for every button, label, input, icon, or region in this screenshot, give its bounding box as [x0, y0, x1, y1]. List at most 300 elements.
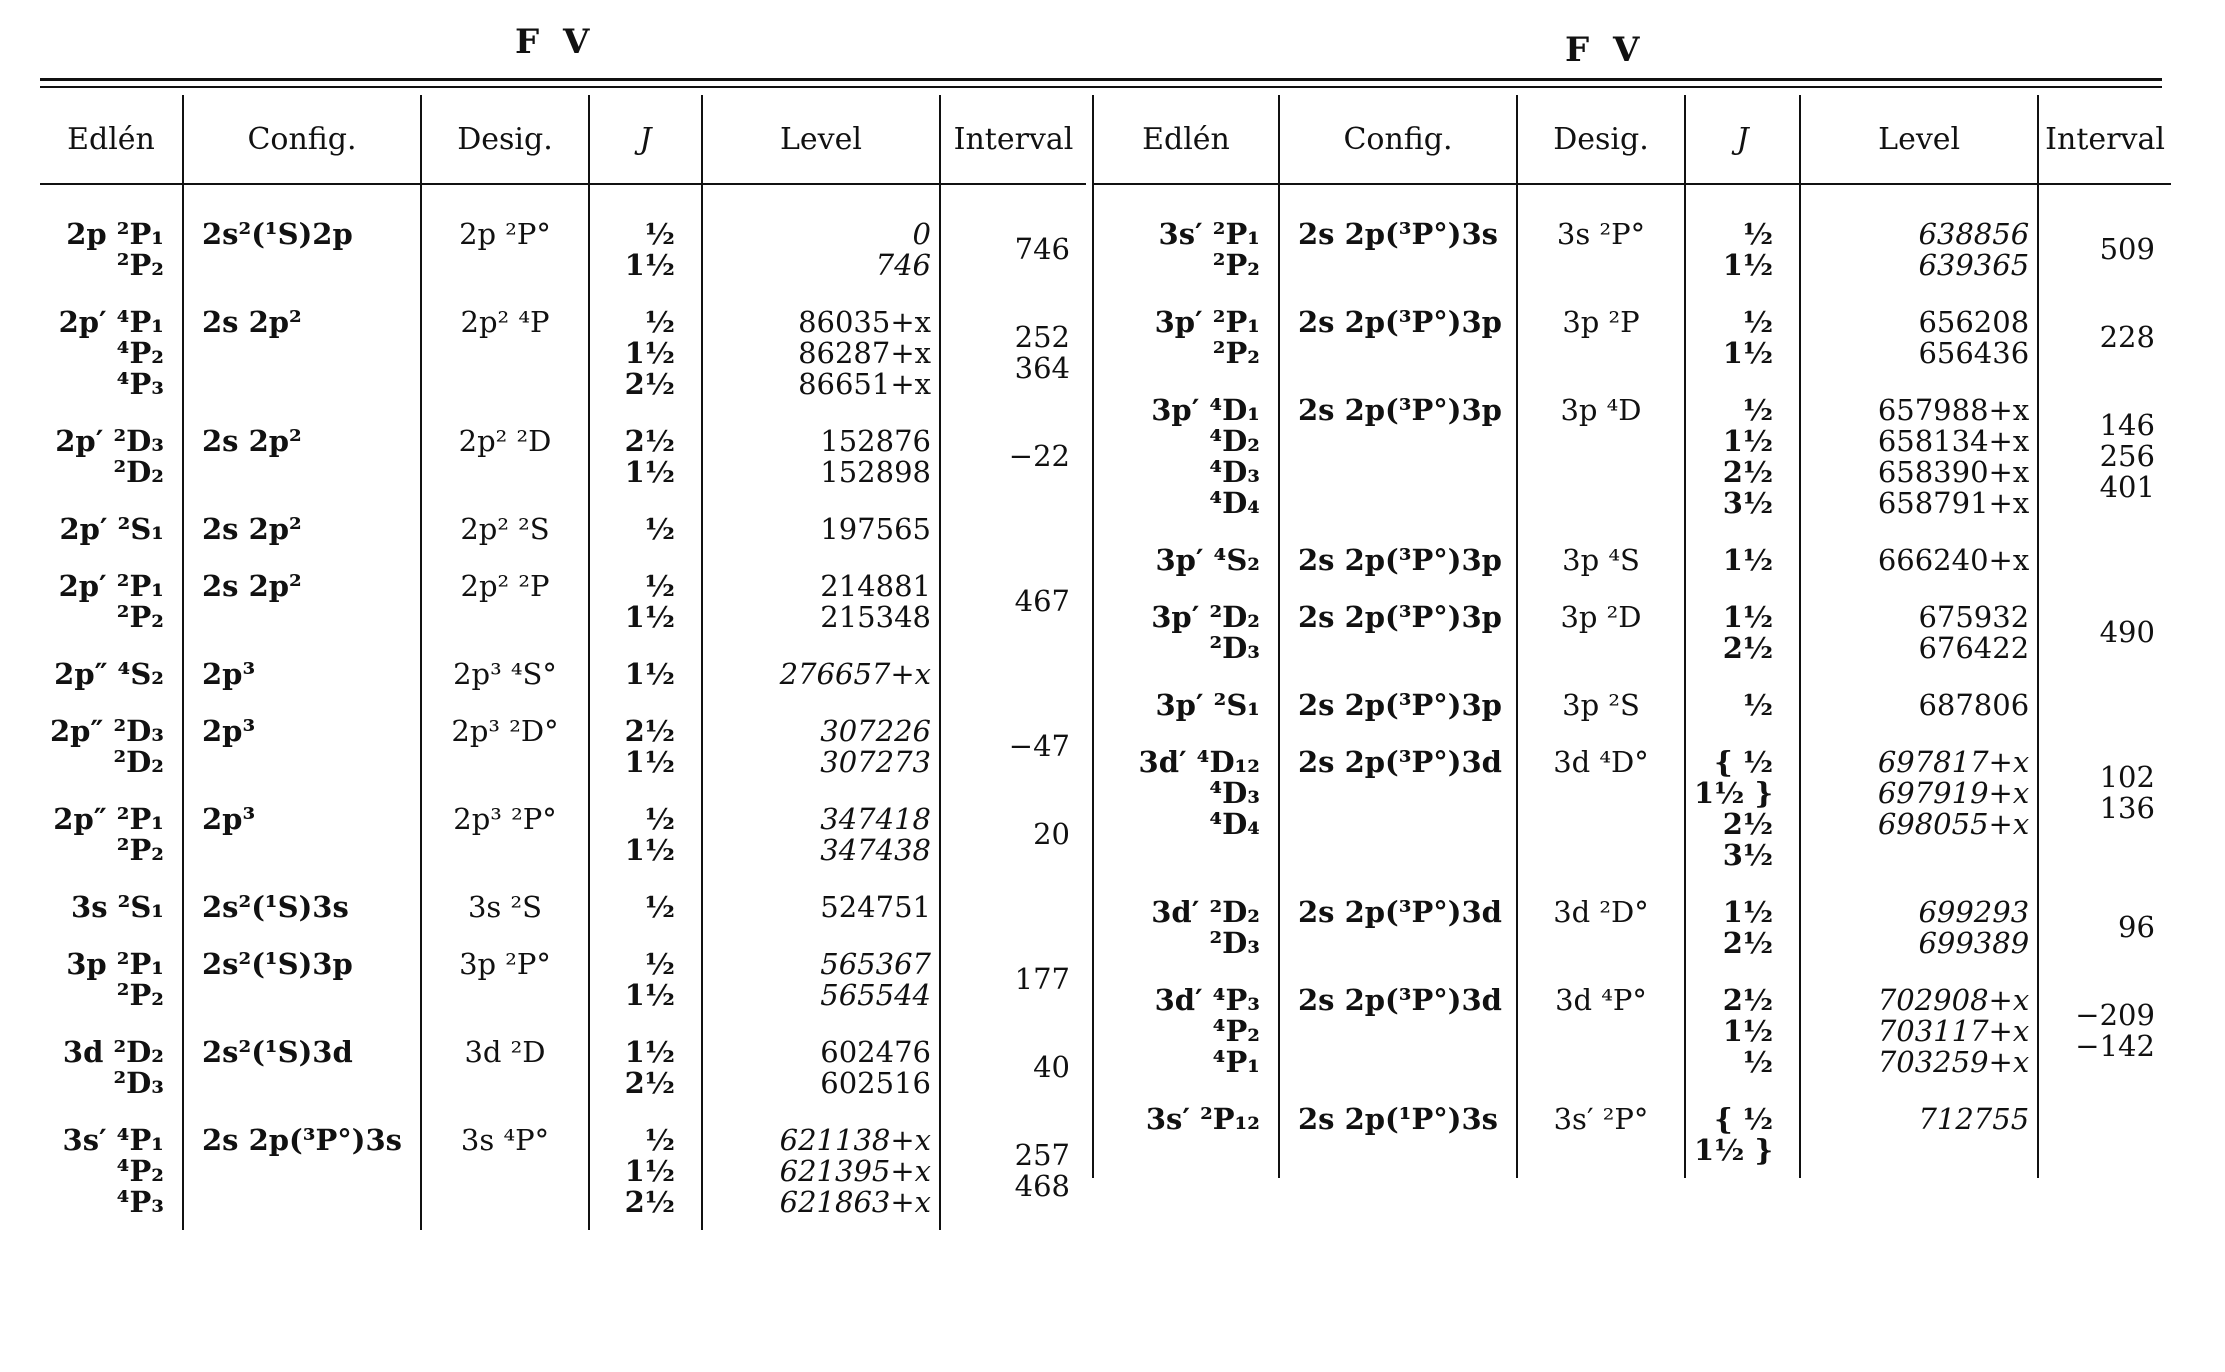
config-cell: [1279, 293, 1517, 381]
edlen-cell: [40, 500, 183, 557]
top-rule-inner: [40, 86, 2162, 88]
interval-cell: [2038, 184, 2171, 293]
edlen-cell: [40, 184, 183, 293]
config-cell: [1279, 531, 1517, 588]
j-cell: [1685, 733, 1800, 883]
level-cell: [1800, 293, 2038, 381]
left-levels-table: [40, 95, 1086, 1230]
level-row: [40, 790, 1086, 878]
desig-text: 2p² ⁴P: [460, 305, 550, 339]
edlen-term: ⁴P₂: [1212, 1014, 1260, 1048]
config-text: 2p³: [202, 802, 256, 836]
left-table-panel: [40, 95, 1086, 1230]
interval-cell: [940, 293, 1086, 412]
level-cell: [702, 702, 940, 790]
desig-text: 3p ²P°: [459, 947, 551, 981]
right-levels-table: [1092, 95, 2171, 1178]
interval-value: 177: [1014, 962, 1070, 996]
j-value: 3½: [1722, 838, 1774, 872]
j-cell: [1685, 531, 1800, 588]
j-value: 2½: [1722, 631, 1774, 665]
level-row: [1093, 588, 2171, 676]
level-value: 602516: [820, 1066, 931, 1100]
interval-cell: [940, 412, 1086, 500]
level-value: 656436: [1918, 336, 2030, 370]
desig-text: 3d ⁴D°: [1553, 745, 1649, 779]
edlen-cell: [40, 702, 183, 790]
level-value: 675932: [1918, 600, 2030, 634]
j-value: ½: [644, 569, 675, 603]
config-text: 2s 2p(³P°)3p: [1298, 688, 1502, 722]
edlen-cell: [1093, 971, 1279, 1090]
config-cell: [183, 293, 421, 412]
config-text: 2s 2p(³P°)3p: [1298, 305, 1502, 339]
interval-value: 40: [1033, 1050, 1070, 1084]
interval-cell: [2038, 971, 2171, 1090]
level-row: [40, 878, 1086, 935]
edlen-term: ²D₃: [1209, 631, 1260, 665]
interval-value: 509: [2099, 232, 2155, 266]
desig-cell: [421, 935, 589, 1023]
level-cell: [1800, 1090, 2038, 1178]
j-value: 1½: [1722, 1014, 1774, 1048]
j-cell: [1685, 971, 1800, 1090]
edlen-term: ⁴P₁: [1212, 1045, 1260, 1079]
level-cell: [1800, 676, 2038, 733]
top-rule: [40, 78, 2162, 81]
desig-cell: [1517, 381, 1685, 531]
level-cell: [702, 1111, 940, 1230]
desig-text: 3p ²D: [1560, 600, 1642, 634]
edlen-cell: [1093, 531, 1279, 588]
desig-text: 3p ⁴S: [1562, 543, 1640, 577]
edlen-term: 3p′ ²D₂: [1151, 600, 1260, 634]
j-value: 1½: [1722, 543, 1774, 577]
config-text: 2s²(¹S)3s: [202, 890, 349, 924]
level-value: 621138+x: [779, 1123, 931, 1157]
interval-cell: [2038, 531, 2171, 588]
level-value: 0: [912, 217, 931, 251]
desig-text: 3p ⁴D: [1560, 393, 1642, 427]
config-text: 2s 2p(³P°)3p: [1298, 600, 1502, 634]
level-value: 666240+x: [1877, 543, 2030, 577]
desig-text: 3s ²S: [467, 890, 543, 924]
level-cell: [702, 500, 940, 557]
desig-cell: [421, 645, 589, 702]
j-value: ½: [1742, 305, 1774, 339]
level-cell: [702, 184, 940, 293]
interval-value: 746: [1014, 232, 1070, 266]
config-cell: [183, 702, 421, 790]
edlen-cell: [40, 935, 183, 1023]
j-value: ½: [1742, 393, 1774, 427]
j-value: 1½: [624, 1035, 675, 1069]
right-header-row: [1093, 95, 2171, 184]
j-value: 1½: [1722, 895, 1774, 929]
level-value: 565367: [820, 947, 931, 981]
level-value: 699293: [1918, 895, 2030, 929]
desig-cell: [421, 1023, 589, 1111]
j-value: ½: [644, 512, 675, 546]
edlen-term: ²P₂: [116, 248, 164, 282]
header-j: J: [589, 95, 702, 184]
config-cell: [183, 790, 421, 878]
j-cell: [589, 184, 702, 293]
header-desig: Desig.: [1517, 95, 1685, 184]
config-cell: [183, 878, 421, 935]
header-interval: Interval: [940, 95, 1086, 184]
j-value: 2½: [1722, 926, 1774, 960]
edlen-term: 3d′ ⁴D₁₂: [1138, 745, 1260, 779]
interval-value: −142: [2075, 1029, 2155, 1063]
j-cell: [589, 935, 702, 1023]
level-row: [1093, 733, 2171, 883]
header-config: Config.: [1279, 95, 1517, 184]
desig-cell: [421, 1111, 589, 1230]
level-row: [40, 645, 1086, 702]
config-cell: [183, 184, 421, 293]
left-header-row: [40, 95, 1086, 184]
config-cell: [1279, 381, 1517, 531]
interval-cell: [940, 702, 1086, 790]
edlen-cell: [1093, 676, 1279, 733]
left-table-body: [40, 184, 1086, 1230]
desig-cell: [421, 702, 589, 790]
level-value: 746: [875, 248, 931, 282]
j-cell: [589, 500, 702, 557]
config-text: 2s 2p(³P°)3d: [1298, 895, 1502, 929]
edlen-cell: [1093, 1090, 1279, 1178]
level-value: 621863+x: [779, 1185, 931, 1219]
level-value: 657988+x: [1877, 393, 2030, 427]
interval-cell: [940, 935, 1086, 1023]
interval-value: 136: [2099, 791, 2155, 825]
j-value: ½: [644, 1123, 675, 1157]
config-text: 2s 2p²: [202, 424, 302, 458]
j-value: 2½: [1722, 807, 1774, 841]
edlen-term: ²P₂: [1212, 336, 1260, 370]
edlen-term: 2p″ ²P₁: [53, 802, 164, 836]
j-value: 2½: [1722, 983, 1774, 1017]
edlen-term: 2p′ ⁴P₁: [58, 305, 164, 339]
level-value: 658390+x: [1877, 455, 2030, 489]
interval-value: 102: [2099, 760, 2155, 794]
level-row: [1093, 184, 2171, 293]
j-value: 2½: [624, 424, 675, 458]
level-row: [1093, 1090, 2171, 1178]
j-value: 1½: [624, 657, 675, 691]
j-value: 2½: [624, 1185, 675, 1219]
j-value: ½: [644, 305, 675, 339]
config-cell: [1279, 1090, 1517, 1178]
level-value: 702908+x: [1877, 983, 2030, 1017]
edlen-term: 2p′ ²S₁: [59, 512, 164, 546]
config-cell: [1279, 971, 1517, 1090]
desig-cell: [421, 500, 589, 557]
level-value: 214881: [820, 569, 931, 603]
config-text: 2s²(¹S)3d: [202, 1035, 353, 1069]
desig-text: 2p³ ²D°: [451, 714, 559, 748]
interval-cell: [2038, 676, 2171, 733]
j-value: 1½: [624, 833, 675, 867]
level-cell: [1800, 184, 2038, 293]
config-text: 2s 2p(³P°)3p: [1298, 543, 1502, 577]
level-row: [40, 293, 1086, 412]
level-row: [1093, 293, 2171, 381]
level-row: [40, 1023, 1086, 1111]
desig-text: 2p³ ²P°: [453, 802, 557, 836]
level-cell: [702, 1023, 940, 1111]
j-cell: [589, 878, 702, 935]
desig-text: 2p ²P°: [459, 217, 551, 251]
level-value: 703259+x: [1877, 1045, 2030, 1079]
level-row: [40, 1111, 1086, 1230]
level-row: [1093, 676, 2171, 733]
j-value: 1½ }: [1694, 1133, 1774, 1167]
level-row: [40, 935, 1086, 1023]
config-text: 2s 2p(³P°)3d: [1298, 983, 1502, 1017]
level-value: 639365: [1918, 248, 2030, 282]
j-cell: [589, 702, 702, 790]
edlen-term: ²D₂: [113, 455, 164, 489]
level-value: 307273: [820, 745, 931, 779]
j-cell: [1685, 676, 1800, 733]
header-edlen: Edlén: [40, 95, 183, 184]
config-text: 2s 2p²: [202, 305, 302, 339]
config-text: 2s 2p(³P°)3p: [1298, 393, 1502, 427]
config-cell: [183, 500, 421, 557]
desig-cell: [1517, 676, 1685, 733]
right-title: F V: [1565, 30, 1646, 70]
level-value: 152876: [820, 424, 931, 458]
header-edlen: Edlén: [1093, 95, 1279, 184]
edlen-term: 2p″ ⁴S₂: [54, 657, 164, 691]
desig-text: 3p ²S: [1562, 688, 1640, 722]
edlen-term: 3s′ ²P₁₂: [1145, 1102, 1260, 1136]
level-cell: [1800, 381, 2038, 531]
desig-cell: [1517, 531, 1685, 588]
j-cell: [589, 790, 702, 878]
j-value: 1½: [624, 336, 675, 370]
interval-value: 96: [2118, 910, 2155, 944]
j-cell: [1685, 381, 1800, 531]
level-value: 676422: [1918, 631, 2030, 665]
desig-cell: [421, 557, 589, 645]
j-cell: [589, 293, 702, 412]
config-cell: [183, 645, 421, 702]
config-text: 2s 2p(³P°)3s: [202, 1123, 403, 1157]
desig-cell: [1517, 184, 1685, 293]
config-text: 2s²(¹S)2p: [202, 217, 353, 251]
desig-cell: [1517, 293, 1685, 381]
edlen-term: 3d ²D₂: [62, 1035, 164, 1069]
edlen-term: 3s′ ⁴P₁: [62, 1123, 164, 1157]
level-value: 687806: [1918, 688, 2030, 722]
j-value: { ½: [1714, 1102, 1774, 1136]
level-value: 697817+x: [1877, 745, 2030, 779]
desig-cell: [1517, 588, 1685, 676]
j-cell: [1685, 883, 1800, 971]
edlen-cell: [1093, 184, 1279, 293]
interval-cell: [2038, 293, 2171, 381]
edlen-term: ⁴D₃: [1209, 455, 1260, 489]
config-cell: [183, 557, 421, 645]
interval-value: −22: [1008, 439, 1070, 473]
header-interval: Interval: [2038, 95, 2171, 184]
j-value: 1½: [1722, 424, 1774, 458]
level-value: 698055+x: [1877, 807, 2030, 841]
interval-value: −47: [1008, 729, 1070, 763]
interval-value: 228: [2099, 320, 2155, 354]
edlen-term: 3p′ ⁴S₂: [1155, 543, 1260, 577]
desig-cell: [421, 293, 589, 412]
edlen-cell: [40, 1111, 183, 1230]
header-desig: Desig.: [421, 95, 589, 184]
edlen-term: ⁴D₄: [1209, 807, 1260, 841]
j-cell: [589, 557, 702, 645]
level-cell: [1800, 733, 2038, 883]
j-value: 1½: [1722, 336, 1774, 370]
j-value: ½: [1742, 688, 1774, 722]
level-value: 524751: [820, 890, 931, 924]
level-cell: [1800, 883, 2038, 971]
level-row: [40, 184, 1086, 293]
interval-cell: [940, 878, 1086, 935]
j-cell: [589, 412, 702, 500]
j-value: ½: [1742, 1045, 1774, 1079]
config-text: 2p³: [202, 714, 256, 748]
edlen-cell: [40, 293, 183, 412]
edlen-cell: [1093, 381, 1279, 531]
config-cell: [1279, 733, 1517, 883]
desig-text: 3d ²D: [464, 1035, 546, 1069]
j-value: ½: [1742, 217, 1774, 251]
header-config: Config.: [183, 95, 421, 184]
interval-value: 257: [1014, 1138, 1070, 1172]
desig-text: 3d ²D°: [1553, 895, 1649, 929]
j-value: ½: [644, 217, 675, 251]
config-cell: [183, 935, 421, 1023]
desig-text: 2p² ²S: [460, 512, 550, 546]
header-j: J: [1685, 95, 1800, 184]
level-value: 656208: [1918, 305, 2030, 339]
right-table-body: [1093, 184, 2171, 1178]
level-value: 703117+x: [1877, 1014, 2030, 1048]
interval-cell: [2038, 733, 2171, 883]
edlen-cell: [1093, 733, 1279, 883]
j-value: ½: [644, 802, 675, 836]
level-value: 86287+x: [798, 336, 931, 370]
j-value: 2½: [624, 714, 675, 748]
level-value: 86035+x: [798, 305, 931, 339]
level-row: [1093, 971, 2171, 1090]
desig-cell: [1517, 971, 1685, 1090]
edlen-term: 2p′ ²P₁: [58, 569, 164, 603]
edlen-term: 2p′ ²D₃: [55, 424, 164, 458]
j-value: 1½: [624, 248, 675, 282]
level-row: [40, 500, 1086, 557]
level-value: 215348: [820, 600, 931, 634]
edlen-term: ⁴P₃: [116, 367, 164, 401]
j-value: 2½: [624, 1066, 675, 1100]
level-value: 197565: [820, 512, 931, 546]
interval-cell: [2038, 588, 2171, 676]
desig-cell: [421, 412, 589, 500]
edlen-cell: [40, 790, 183, 878]
level-cell: [1800, 971, 2038, 1090]
level-value: 276657+x: [779, 657, 931, 691]
config-text: 2s²(¹S)3p: [202, 947, 353, 981]
edlen-cell: [40, 1023, 183, 1111]
config-text: 2p³: [202, 657, 256, 691]
interval-value: 256: [2099, 439, 2155, 473]
edlen-cell: [40, 412, 183, 500]
j-value: 2½: [624, 367, 675, 401]
level-row: [40, 702, 1086, 790]
desig-text: 3p ²P: [1562, 305, 1640, 339]
desig-cell: [1517, 883, 1685, 971]
level-value: 86651+x: [798, 367, 931, 401]
level-value: 602476: [820, 1035, 931, 1069]
level-value: 638856: [1918, 217, 2030, 251]
edlen-term: 3p′ ⁴D₁: [1151, 393, 1260, 427]
config-cell: [183, 412, 421, 500]
edlen-cell: [1093, 588, 1279, 676]
level-value: 658134+x: [1877, 424, 2030, 458]
config-text: 2s 2p²: [202, 512, 302, 546]
interval-cell: [940, 790, 1086, 878]
edlen-term: 3p′ ²P₁: [1154, 305, 1260, 339]
interval-cell: [2038, 1090, 2171, 1178]
edlen-term: 3s′ ²P₁: [1158, 217, 1260, 251]
edlen-cell: [40, 645, 183, 702]
j-cell: [589, 1111, 702, 1230]
edlen-term: ⁴D₃: [1209, 776, 1260, 810]
interval-cell: [940, 645, 1086, 702]
config-text: 2s 2p²: [202, 569, 302, 603]
desig-text: 3s′ ²P°: [1553, 1102, 1649, 1136]
interval-cell: [940, 1023, 1086, 1111]
level-value: 699389: [1918, 926, 2030, 960]
j-value: 1½: [1722, 248, 1774, 282]
level-value: 712755: [1918, 1102, 2030, 1136]
desig-cell: [1517, 1090, 1685, 1178]
interval-value: 401: [2099, 470, 2155, 504]
interval-cell: [940, 557, 1086, 645]
edlen-term: ²P₂: [116, 978, 164, 1012]
header-level: Level: [702, 95, 940, 184]
j-value: 1½: [624, 600, 675, 634]
desig-text: 2p³ ⁴S°: [453, 657, 557, 691]
interval-cell: [940, 500, 1086, 557]
config-cell: [183, 1023, 421, 1111]
interval-value: 364: [1014, 351, 1070, 385]
level-cell: [702, 293, 940, 412]
interval-value: 468: [1014, 1169, 1070, 1203]
desig-cell: [1517, 733, 1685, 883]
j-value: 1½: [1722, 600, 1774, 634]
config-cell: [183, 1111, 421, 1230]
desig-text: 2p² ²P: [460, 569, 550, 603]
edlen-cell: [1093, 293, 1279, 381]
config-cell: [1279, 676, 1517, 733]
level-cell: [702, 645, 940, 702]
edlen-term: ²D₃: [1209, 926, 1260, 960]
j-value: ½: [644, 947, 675, 981]
edlen-term: ⁴P₂: [116, 336, 164, 370]
config-text: 2s 2p(¹P°)3s: [1298, 1102, 1499, 1136]
level-row: [40, 412, 1086, 500]
